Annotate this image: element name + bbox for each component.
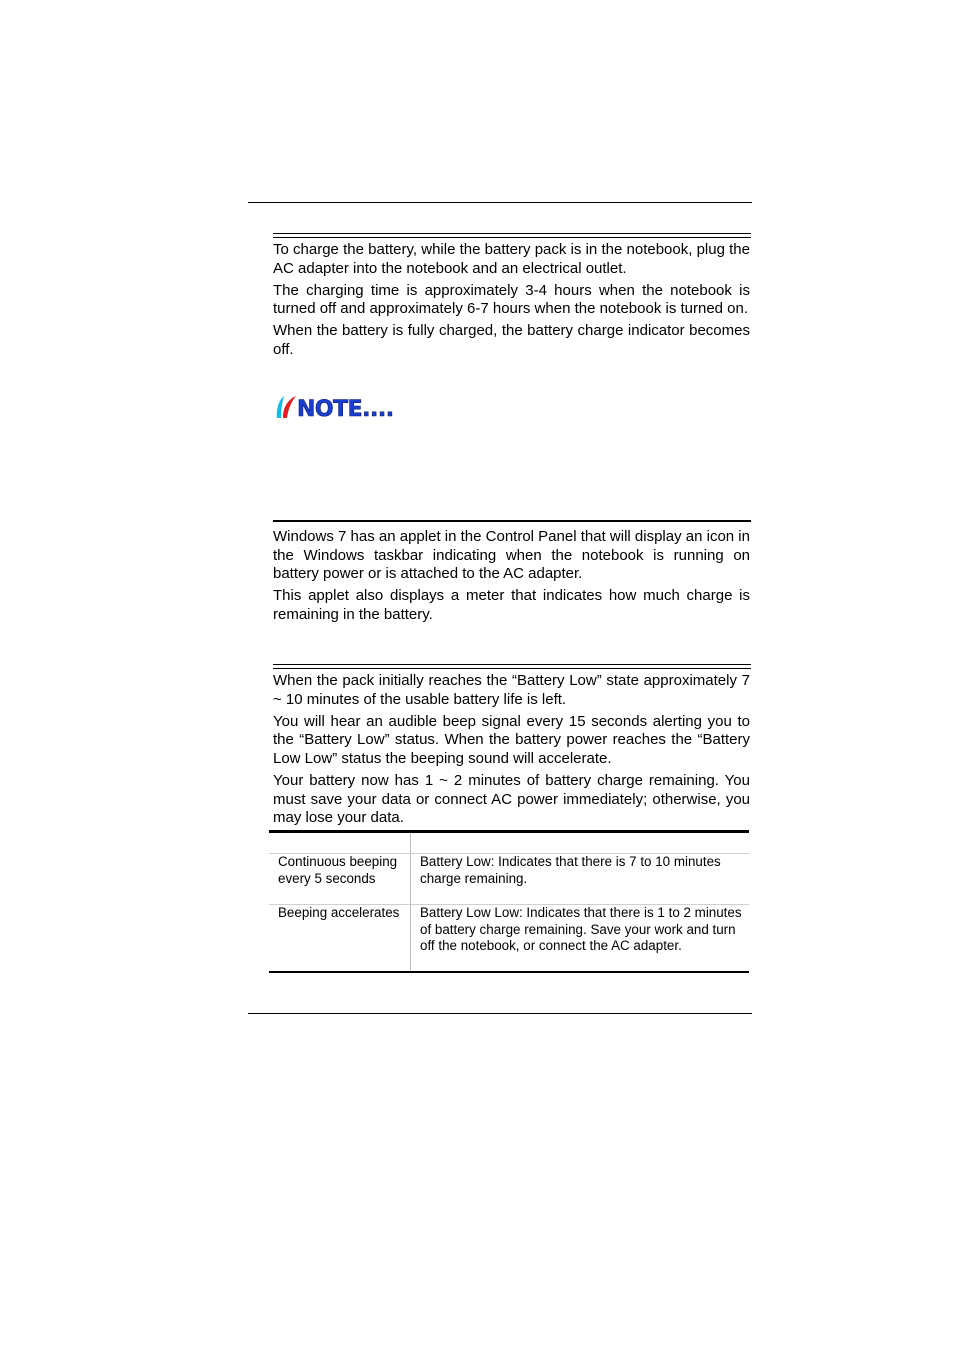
table-row [269, 905, 749, 973]
note-logo-red-mark [283, 396, 296, 418]
table-header-cell [269, 832, 411, 854]
note-logo-cyan-mark [277, 396, 284, 418]
note-logo [274, 391, 414, 421]
applet-section [273, 528, 750, 628]
table-header-cell [411, 832, 750, 854]
meaning-cell: Battery Low Low: Indicates that there is 1 to 2 minutes of battery charge remaining. Save your work and turn off the notebook, or connect the AC adapter. [411, 905, 750, 973]
signal-cell: Continuous beeping every 5 seconds [269, 854, 411, 905]
charging-paragraph: The charging time is approximately 3-4 hours when the notebook is turned off and approximately 6-7 hours when the notebook is turned on. [273, 281, 750, 318]
table-header-row [269, 832, 749, 854]
low-battery-section [273, 672, 750, 831]
charging-section-rule [273, 233, 751, 238]
header-rule [248, 202, 752, 203]
beep-signal-table [269, 830, 749, 973]
applet-paragraph: Windows 7 has an applet in the Control Panel that will display an icon in the Windows taskbar indicating when the notebook is running on battery power or is attached to the AC adapter. [273, 528, 750, 583]
table-row [269, 854, 749, 905]
meaning-cell: Battery Low: Indicates that there is 7 to 10 minutes charge remaining. [411, 854, 750, 905]
footer-rule [248, 1013, 752, 1014]
note-logo-text: NOTE.... [297, 397, 394, 421]
low-battery-paragraph: You will hear an audible beep signal every 15 seconds alerting you to the “Battery Low” status. When the battery power reaches the “Battery Low Low” status the beeping sound will accelerate. [273, 712, 750, 767]
low-battery-section-rule [273, 664, 751, 669]
charging-section [273, 241, 750, 363]
charging-paragraph: When the battery is fully charged, the battery charge indicator becomes off. [273, 322, 750, 358]
applet-paragraph: This applet also displays a meter that indicates how much charge is remaining in the battery. [273, 587, 750, 623]
low-battery-paragraph: Your battery now has 1 ~ 2 minutes of battery charge remaining. You must save your data or connect AC power immediately; otherwise, you may lose your data. [273, 771, 750, 827]
signal-cell: Beeping accelerates [269, 905, 411, 973]
applet-section-rule [273, 520, 751, 522]
low-battery-paragraph: When the pack initially reaches the “Battery Low” state approximately 7 ~ 10 minutes of the usable battery life is left. [273, 672, 750, 708]
charging-paragraph: To charge the battery, while the battery pack is in the notebook, plug the AC adapter into the notebook and an electrical outlet. [273, 241, 750, 277]
